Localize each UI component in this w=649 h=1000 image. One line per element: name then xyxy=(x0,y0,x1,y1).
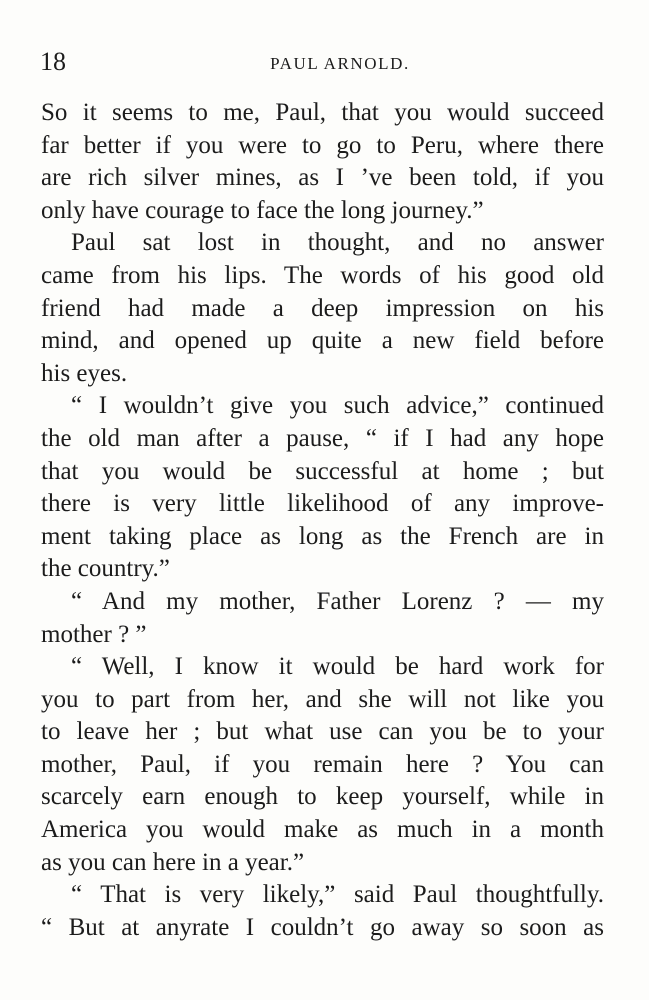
text-line: America you would make as much in a month xyxy=(41,816,604,844)
text-line: mind, and opened up quite a new field before xyxy=(41,327,604,355)
text-line: you to part from her, and she will not like you xyxy=(41,685,604,713)
text-line: as you can here in a year.” xyxy=(41,848,305,876)
text-line: to leave her ; but what use can you be to your xyxy=(41,718,604,746)
text-line: his eyes. xyxy=(41,359,128,387)
text-line: So it seems to me, Paul, that you would succeed xyxy=(41,99,604,126)
body-text xyxy=(41,97,604,944)
running-head: PAUL ARNOLD. xyxy=(270,54,410,73)
text-line: mother ? ” xyxy=(41,620,147,648)
text-line: the old man after a pause, “ if I had any hope xyxy=(41,424,604,452)
text-line: “ But at anyrate I couldn’t go away so soon as xyxy=(41,913,604,941)
text-line: ment taking place as long as the French are in xyxy=(41,522,604,550)
text-line: the country.” xyxy=(41,555,170,583)
text-line: “ That is very likely,” said Paul thoughtfully. xyxy=(71,881,604,909)
text-line: far better if you were to go to Peru, where there xyxy=(41,131,604,159)
text-line: are rich silver mines, as I ’ve been told, if you xyxy=(41,164,604,192)
page-number: 18 xyxy=(40,47,66,76)
text-line: mother, Paul, if you remain here ? You can xyxy=(41,750,604,778)
text-line: only have courage to face the long journey.” xyxy=(41,196,484,224)
text-line: “ And my mother, Father Lorenz ? — my xyxy=(71,587,604,615)
text-line: that you would be successful at home ; but xyxy=(41,457,604,485)
text-line: “ I wouldn’t give you such advice,” continued xyxy=(71,392,604,420)
text-line: there is very little likelihood of any improve- xyxy=(41,490,604,518)
page-header xyxy=(40,44,604,80)
text-line: came from his lips. The words of his good old xyxy=(41,261,604,289)
text-line: friend had made a deep impression on his xyxy=(41,294,604,322)
text-line: “ Well, I know it would be hard work for xyxy=(71,653,604,681)
text-line: scarcely earn enough to keep yourself, while in xyxy=(41,783,604,811)
text-line: Paul sat lost in thought, and no answer xyxy=(71,229,604,257)
